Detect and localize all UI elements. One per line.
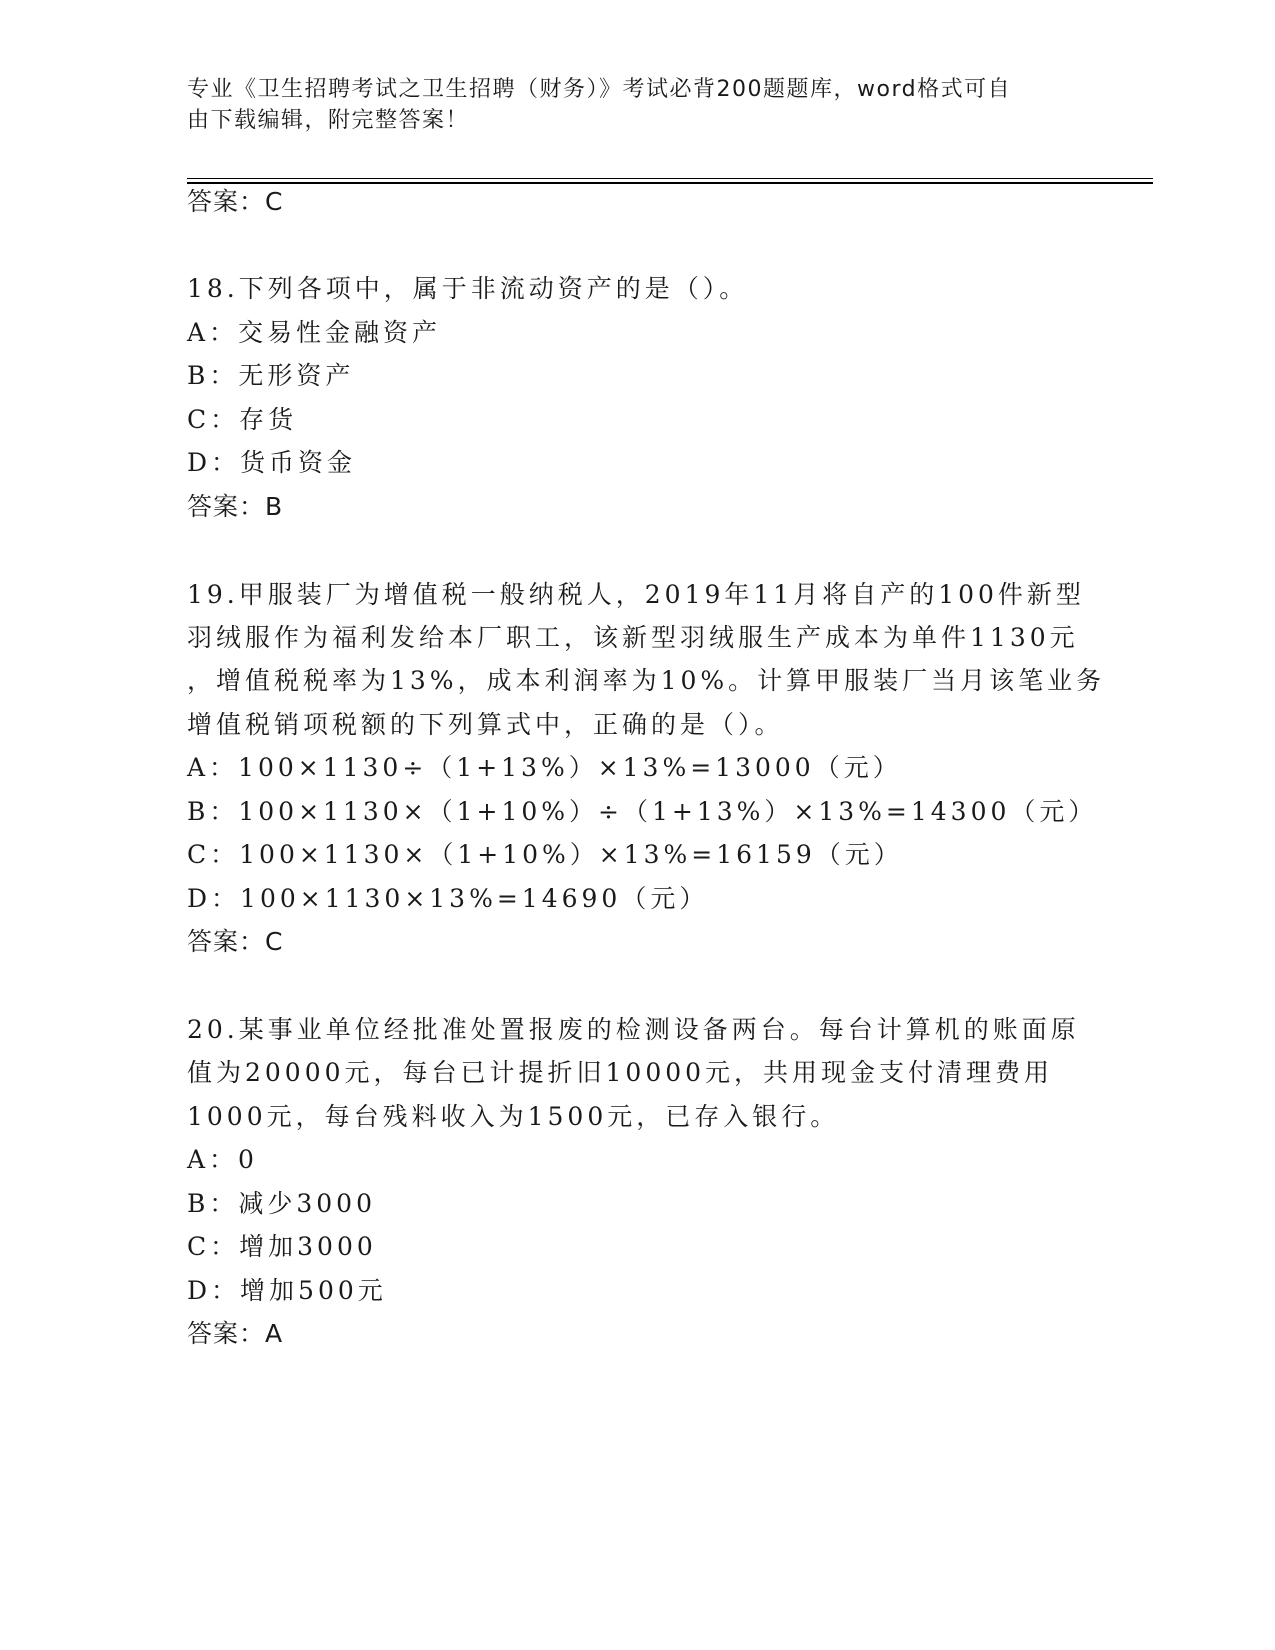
answer-q17: 答案：C <box>187 187 284 216</box>
q20-option-c: C：增加3000 <box>187 1232 377 1261</box>
q19-option-b: B：100×1130×（1+10%）÷（1+13%）×13%=14300（元） <box>187 797 1098 826</box>
q19-option-d: D：100×1130×13%=14690（元） <box>187 884 709 913</box>
document-header <box>187 74 1067 136</box>
header-rule-thick <box>187 182 1153 184</box>
q18-option-b: B：无形资产 <box>187 361 355 390</box>
q20-option-d: D：增加500元 <box>187 1276 387 1305</box>
q19-stem-line-4: 增值税销项税额的下列算式中，正确的是（）。 <box>187 710 784 739</box>
header-line-1: 专业《卫生招聘考试之卫生招聘（财务）》考试必背200题题库，word格式可自 <box>187 77 1012 102</box>
q18-option-a: A：交易性金融资产 <box>187 318 442 347</box>
q18-option-d: D：货币资金 <box>187 448 357 477</box>
q20-stem-line-2: 值为20000元，每台已计提折旧10000元，共用现金支付清理费用 <box>187 1058 1054 1087</box>
answer-q20: 答案：A <box>187 1319 284 1348</box>
q18-stem: 18.下列各项中，属于非流动资产的是（）。 <box>187 274 749 303</box>
q19-stem-line-1: 19.甲服装厂为增值税一般纳税人，2019年11月将自产的100件新型 <box>187 580 1085 609</box>
q20-option-b: B：减少3000 <box>187 1189 376 1218</box>
q20-option-a: A：0 <box>187 1145 258 1174</box>
q20-stem-line-3: 1000元，每台残料收入为1500元，已存入银行。 <box>187 1102 840 1131</box>
header-line-2: 由下载编辑，附完整答案！ <box>187 108 470 133</box>
header-rule-thin <box>187 178 1153 179</box>
answer-q18: 答案：B <box>187 492 284 521</box>
q19-option-c: C：100×1130×（1+10%）×13%=16159（元） <box>187 840 903 869</box>
q19-stem-line-3: ，增值税税率为13%，成本利润率为10%。计算甲服装厂当月该笔业务 <box>187 666 1106 695</box>
answer-q19: 答案：C <box>187 927 284 956</box>
q19-option-a: A：100×1130÷（1+13%）×13%=13000（元） <box>187 753 902 782</box>
q18-option-c: C：存货 <box>187 405 298 434</box>
q20-stem-line-1: 20.某事业单位经批准处置报废的检测设备两台。每台计算机的账面原 <box>187 1015 1080 1044</box>
q19-stem-line-2: 羽绒服作为福利发给本厂职工，该新型羽绒服生产成本为单件1130元 <box>187 623 1079 652</box>
